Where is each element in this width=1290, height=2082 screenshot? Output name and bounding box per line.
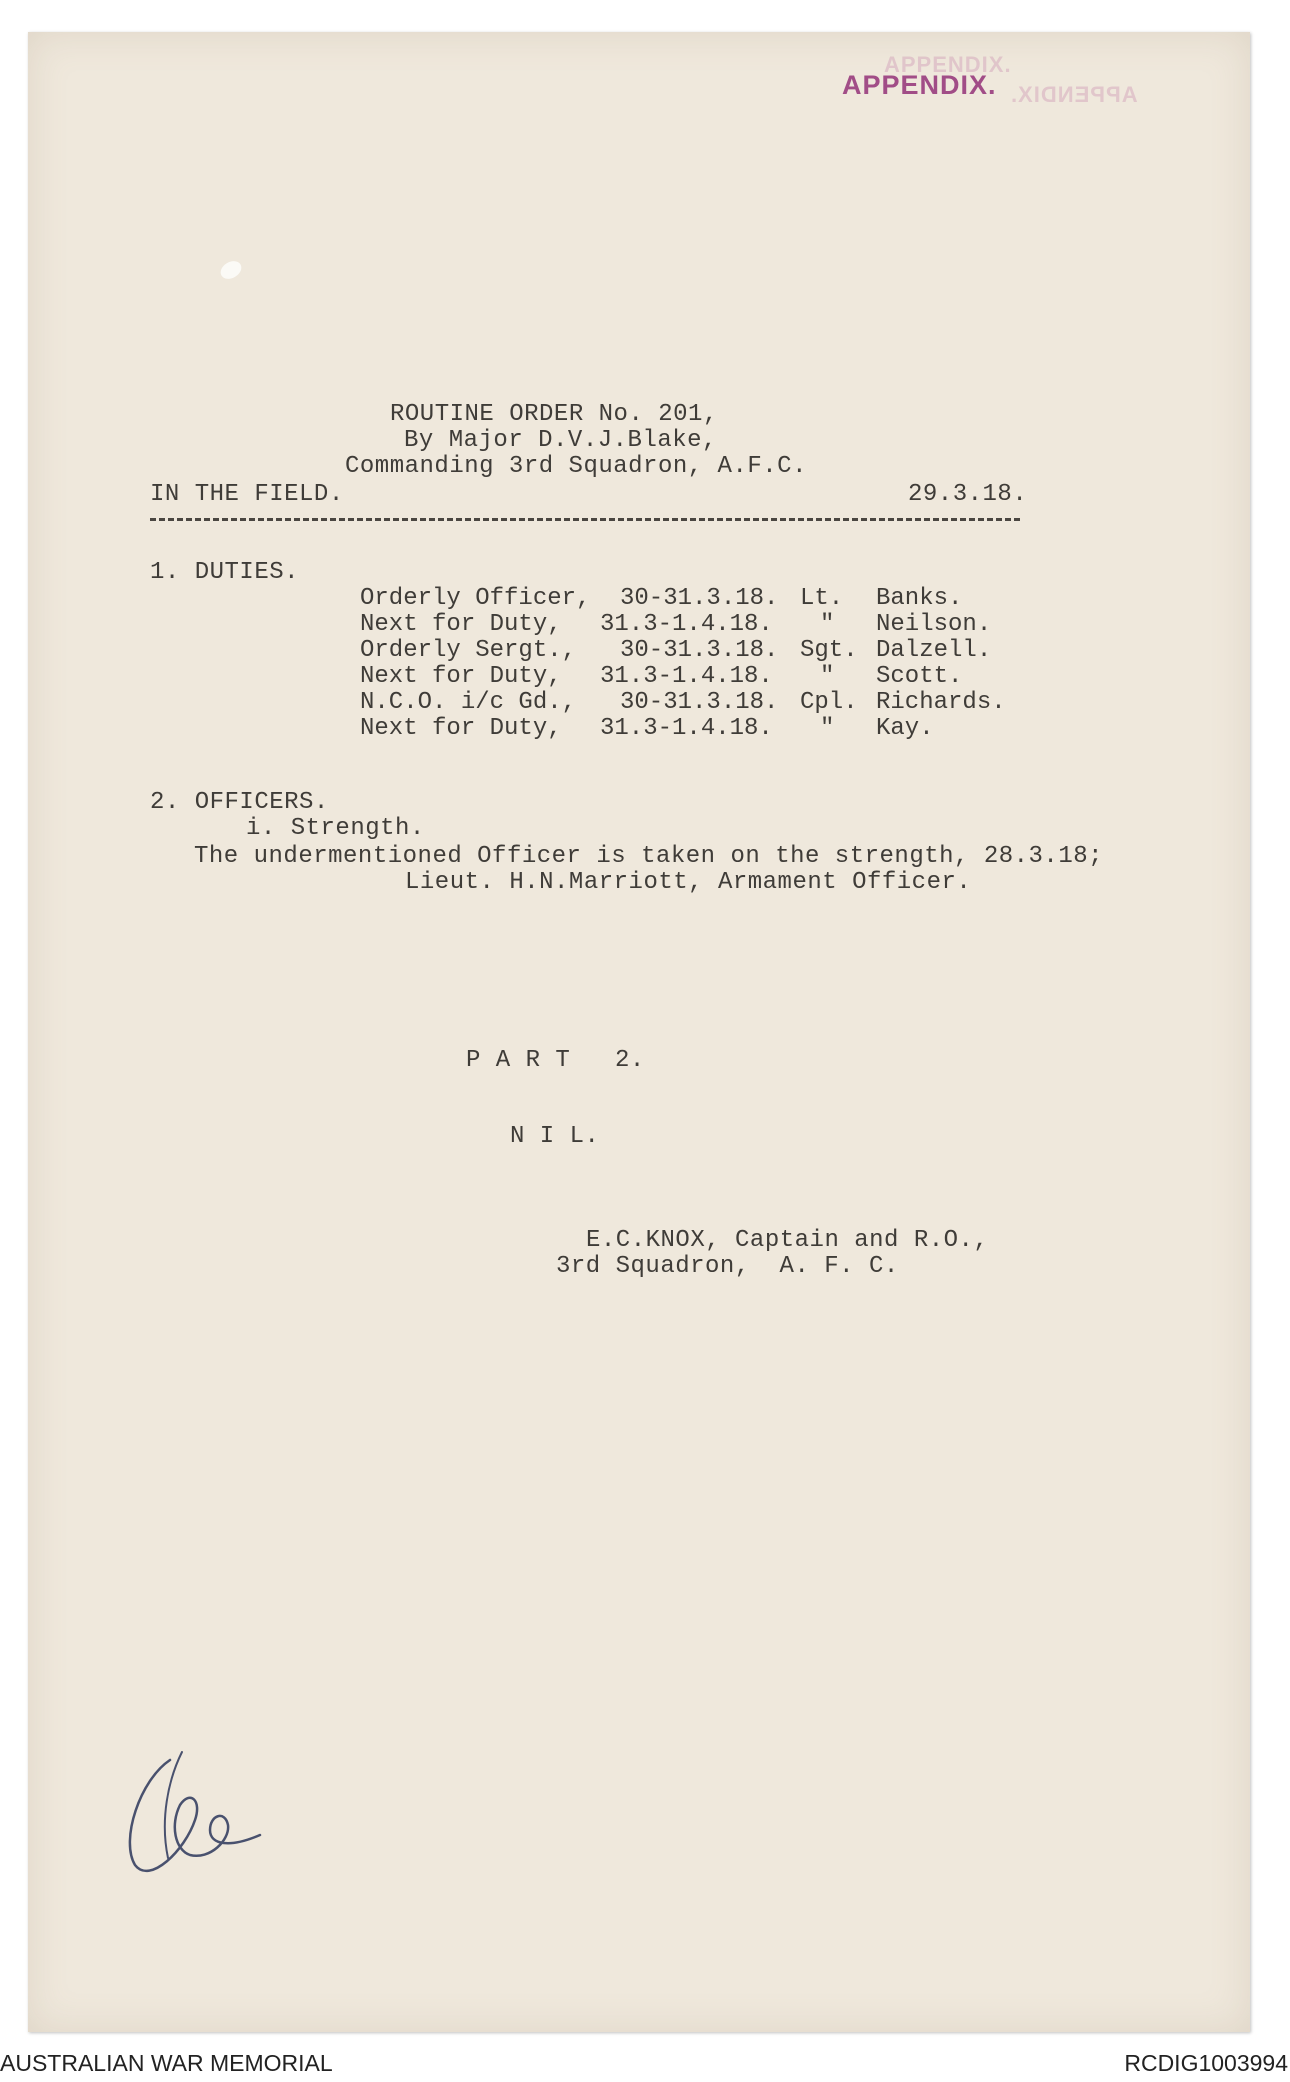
duty-dates: 31.3-1.4.18. — [600, 611, 773, 638]
duty-role: Next for Duty, — [360, 611, 562, 638]
part-two-body: N I L. — [510, 1123, 600, 1150]
duty-name: Banks. — [876, 585, 963, 612]
duty-role: Next for Duty, — [360, 663, 562, 690]
handwritten-initials-mark — [110, 1730, 270, 1890]
appendix-stamp: APPENDIX. — [842, 70, 997, 100]
duty-dates: 31.3-1.4.18. — [600, 663, 773, 690]
duty-name: Dalzell. — [876, 637, 992, 664]
signoff-unit: 3rd Squadron, A. F. C. — [556, 1253, 899, 1280]
duty-name: Scott. — [876, 663, 963, 690]
duty-dates: 31.3-1.4.18. — [600, 715, 773, 742]
officers-appointee: Lieut. H.N.Marriott, Armament Officer. — [405, 869, 972, 896]
duty-rank: " — [820, 663, 835, 690]
stamp-ghost-impression: APPENDIX. — [884, 52, 1012, 77]
duty-dates: 30-31.3.18. — [620, 637, 779, 664]
duty-name: Richards. — [876, 689, 1006, 716]
signoff-officer: E.C.KNOX, Captain and R.O., — [586, 1227, 989, 1254]
order-issuer: By Major D.V.J.Blake, — [404, 427, 717, 454]
header-divider — [150, 518, 1020, 521]
officers-statement: The undermentioned Officer is taken on the strength, 28.3.18; — [194, 843, 1104, 870]
duty-name: Kay. — [876, 715, 934, 742]
section-officers-heading: 2. OFFICERS. — [150, 789, 329, 816]
duty-role: Orderly Officer, — [360, 585, 591, 612]
duty-rank: Lt. — [800, 585, 844, 612]
part-two-title: P A R T 2. — [466, 1047, 645, 1074]
duty-rank: " — [820, 715, 835, 742]
duty-role: N.C.O. i/c Gd., — [360, 689, 577, 716]
archive-credit: AUSTRALIAN WAR MEMORIAL — [0, 2050, 333, 2076]
stamp-mirror-impression: APPENDIX. — [1010, 82, 1138, 107]
duty-role: Next for Duty, — [360, 715, 562, 742]
section-duties-heading: 1. DUTIES. — [150, 559, 300, 586]
order-title: ROUTINE ORDER No. 201, — [390, 401, 718, 428]
duty-rank: " — [820, 611, 835, 638]
order-unit: Commanding 3rd Squadron, A.F.C. — [345, 453, 807, 480]
duty-name: Neilson. — [876, 611, 992, 638]
officers-subheading: i. Strength. — [246, 815, 425, 842]
order-date: 29.3.18. — [908, 481, 1028, 508]
duty-rank: Sgt. — [800, 637, 858, 664]
archive-reference: RCDIG1003994 — [1124, 2050, 1288, 2076]
duty-rank: Cpl. — [800, 689, 858, 716]
duty-dates: 30-31.3.18. — [620, 585, 779, 612]
duty-dates: 30-31.3.18. — [620, 689, 779, 716]
duty-role: Orderly Sergt., — [360, 637, 577, 664]
order-location: IN THE FIELD. — [150, 481, 344, 508]
